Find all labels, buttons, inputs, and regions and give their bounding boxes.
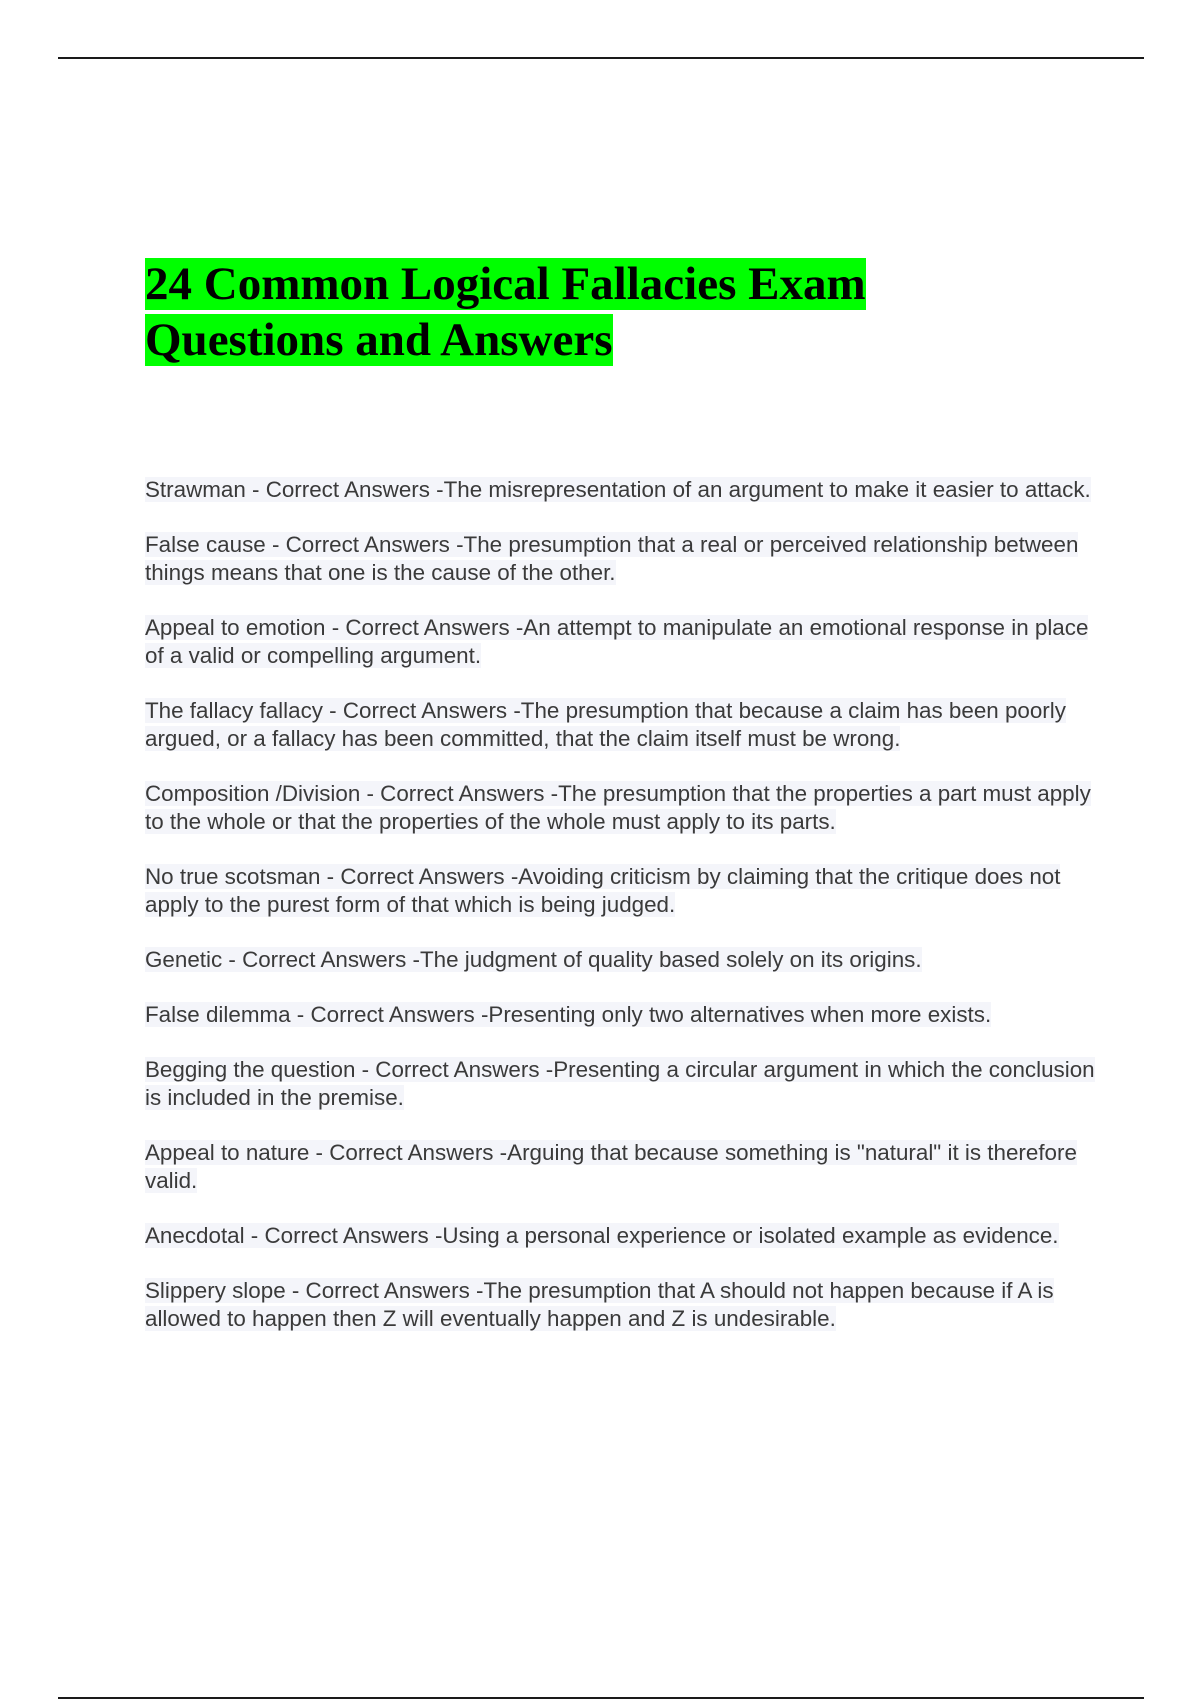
document-body: [145, 256, 1095, 1360]
qa-item: Genetic - Correct Answers -The judgment of quality based solely on its origins.: [145, 947, 922, 972]
qa-item: False dilemma - Correct Answers -Presenting only two alternatives when more exists.: [145, 1002, 992, 1027]
page-title: [145, 256, 905, 368]
qa-item: The fallacy fallacy - Correct Answers -The presumption that because a claim has been poorly argued, or a fallacy has been committed, that the claim itself must be wrong.: [145, 698, 1066, 751]
qa-list: [145, 476, 1095, 1333]
page-title-text: 24 Common Logical Fallacies Exam Questions and Answers: [145, 258, 866, 366]
qa-item: Anecdotal - Correct Answers -Using a personal experience or isolated example as evidence.: [145, 1223, 1059, 1248]
top-rule: [58, 57, 1144, 59]
qa-item: Strawman - Correct Answers -The misrepresentation of an argument to make it easier to attack.: [145, 477, 1091, 502]
qa-item: False cause - Correct Answers -The presumption that a real or perceived relationship between things means that one is the cause of the other.: [145, 532, 1079, 585]
qa-item: Appeal to emotion - Correct Answers -An attempt to manipulate an emotional response in place of a valid or compelling argument.: [145, 615, 1089, 668]
qa-item: Slippery slope - Correct Answers -The presumption that A should not happen because if A is allowed to happen then Z will eventually happen and Z is undesirable.: [145, 1278, 1054, 1331]
qa-item: Composition /Division - Correct Answers -The presumption that the properties a part must apply to the whole or that the properties of the whole must apply to its parts.: [145, 781, 1091, 834]
qa-item: Begging the question - Correct Answers -Presenting a circular argument in which the conclusion is included in the premise.: [145, 1057, 1095, 1110]
qa-item: No true scotsman - Correct Answers -Avoiding criticism by claiming that the critique does not apply to the purest form of that which is being judged.: [145, 864, 1061, 917]
qa-item: Appeal to nature - Correct Answers -Arguing that because something is "natural" it is therefore valid.: [145, 1140, 1077, 1193]
bottom-rule: [58, 1697, 1144, 1699]
